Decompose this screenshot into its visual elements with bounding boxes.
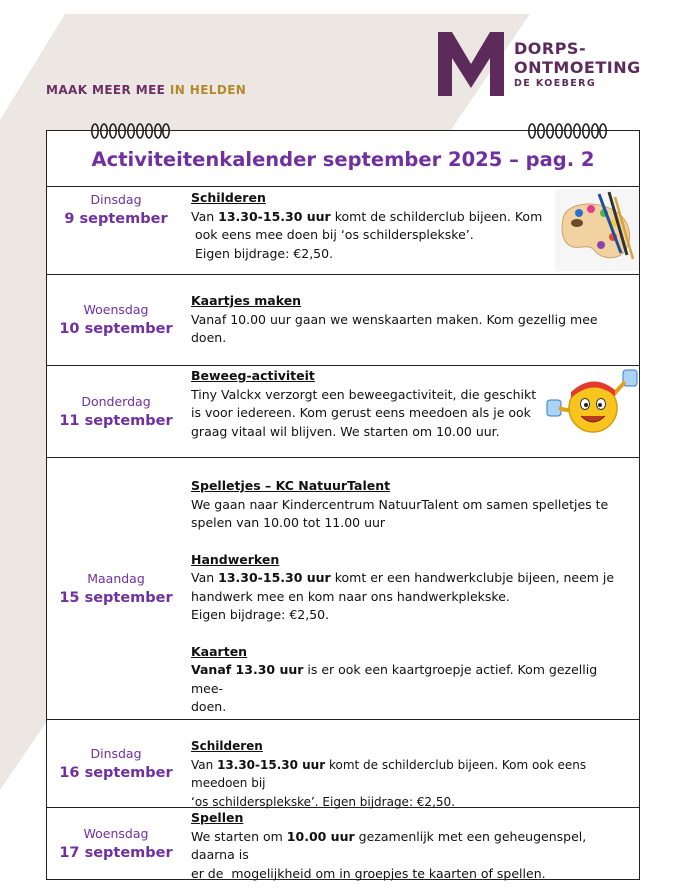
date-cell [47, 275, 185, 365]
weekday: Donderdag [81, 393, 151, 409]
weekday: Woensdag [83, 825, 149, 841]
activity-cell [191, 292, 631, 348]
calendar-row [47, 808, 639, 879]
tagline [46, 83, 246, 97]
activity-title: Schilderen [191, 190, 266, 205]
activity-title: Spelletjes – KC NatuurTalent [191, 478, 391, 493]
calendar-row [47, 720, 639, 808]
activity-text: We gaan naar Kindercentrum NatuurTalent om samen spelletjes te [191, 496, 609, 512]
weekday: Woensdag [83, 302, 149, 317]
brand-logo [438, 30, 641, 96]
date: 16 september [59, 764, 173, 781]
activity-text: Tiny Valckx verzorgt een beweegactiviteit, die geschikt [191, 386, 537, 402]
activity-cell [191, 477, 631, 717]
tagline-highlight: IN HELDEN [169, 83, 247, 97]
activity-text: Vanaf 10.00 uur gaan we wenskaarten maken. Kom gezellig mee doen. [191, 311, 598, 345]
weekday: Dinsdag [90, 745, 142, 761]
activity-text: Van 13.30-15.30 uur komt de schilderclub bijeen. Kom ook eens meedoen bij [191, 757, 587, 790]
calendar-title: Activiteitenkalender september 2025 – pag. 2 [47, 131, 639, 187]
weekday: Dinsdag [90, 192, 142, 207]
activity-text: spelen van 10.00 tot 11.00 uur [191, 515, 386, 530]
date: 15 september [59, 589, 173, 606]
date-cell [47, 187, 185, 274]
weekday: Maandag [87, 570, 145, 586]
activity-text: Van 13.30-15.30 uur komt er een handwerkclubje bijeen, neem je [191, 570, 615, 585]
activity-text: handwerk mee en kom naar ons handwerkplekske. [191, 588, 510, 604]
logo-line-1: DORPS- [514, 39, 587, 58]
activity-text: Van 13.30-15.30 uur komt de schilderclub bijeen. Kom [191, 208, 543, 224]
activity-text: Eigen bijdrage: €2,50. [191, 245, 334, 261]
date-cell [47, 720, 185, 807]
spiral-binding-icon [527, 122, 607, 140]
date: 9 september [64, 211, 168, 227]
palette-icon [555, 189, 639, 271]
date-cell [47, 458, 185, 719]
calendar-card [46, 130, 640, 880]
activity-title: Spellen [191, 810, 244, 825]
date-cell [47, 808, 185, 879]
activity-text: doen. [191, 699, 227, 714]
calendar-row [47, 366, 639, 458]
activity-text: is voor iedereen. Kom gerust eens meedoen als je ook [191, 405, 531, 420]
date: 10 september [59, 321, 173, 337]
activity-cell [191, 737, 631, 811]
smiley-exercise-icon [545, 368, 641, 438]
activity-text: graag vitaal wil blijven. We starten om 10.00 uur. [191, 423, 500, 439]
activity-text: Eigen bijdrage: €2,50. [191, 607, 330, 622]
date: 11 september [59, 412, 173, 429]
logo-m-mark [438, 30, 504, 96]
activity-title: Kaartjes maken [191, 293, 302, 308]
activity-text: ‘os schildersplekske’. Eigen bijdrage: €2,50. [191, 794, 455, 809]
tagline-main: MAAK MEER MEE [46, 83, 166, 97]
activity-text: er de mogelijkheid om in groepjes te kaarten of spellen. [191, 865, 546, 881]
calendar-row [47, 458, 639, 720]
date: 17 september [59, 844, 173, 861]
activity-title: Kaarten [191, 643, 248, 659]
activity-text: ook eens mee doen bij ‘os schildersplekske’. [191, 227, 474, 242]
activity-cell [191, 809, 631, 883]
calendar-row [47, 187, 639, 275]
date-cell [47, 366, 185, 457]
activity-text: Vanaf 13.30 uur is er ook een kaartgroepje actief. Kom gezellig mee- [191, 662, 598, 696]
logo-line-3: DE KOEBERG [514, 78, 597, 89]
activity-title: Beweeg-activiteit [191, 368, 315, 383]
calendar-row [47, 275, 639, 366]
logo-line-2: ONTMOETING [514, 58, 641, 77]
activity-title: Schilderen [191, 739, 263, 753]
activity-title: Handwerken [191, 551, 280, 567]
spiral-binding-icon [90, 122, 170, 140]
activity-text: We starten om 10.00 uur gezamenlijk met een geheugenspel, daarna is [191, 828, 587, 862]
